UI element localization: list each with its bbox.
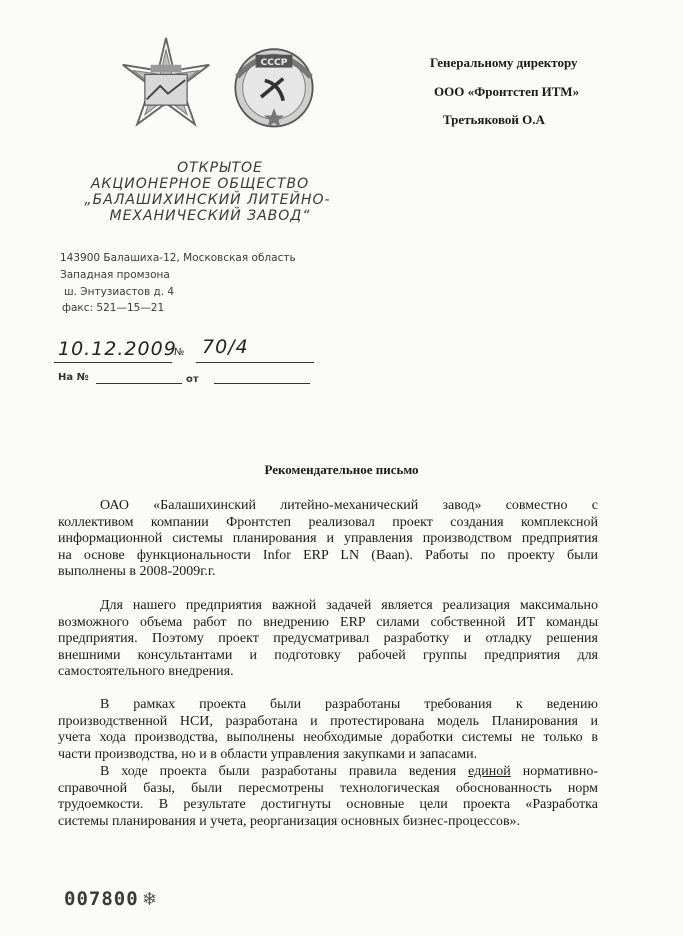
paragraph-line: Для нашего предприятия важной задачей является реализация максимально [100,598,598,613]
company-name-line-3: „БАЛАШИХИНСКИЙ ЛИТЕЙНО- [84,192,331,208]
addressee-line-2: ООО «Фронтстеп ИТМ» [434,84,580,99]
paragraph-4 [58,764,598,830]
paragraph-line: самостоятельного внедрения. [58,664,234,679]
company-address-line-2: Западная промзона [60,269,170,281]
in-reply-to-label: На № [58,372,89,383]
company-address-line-3: ш. Энтузиастов д. 4 [64,286,175,298]
in-reply-date-rule [214,383,310,384]
in-reply-date-label: от [186,374,199,385]
paragraph-line: учета хода производства, выполнены необходимые доработки системы не только в [58,730,598,745]
paragraph-line: возможного объема работ по внедрению ERP силами собственной ИТ команды [58,614,598,630]
paragraph-line: на основе функциональности Infor ERP LN (Baan). Работы по проекту были [58,547,598,563]
underlined-word: единой [468,764,511,779]
reference-number-label: № [174,347,185,358]
order-star-emblem [118,36,214,132]
paragraph-line: части производства, но и в области управления закупками и запасами. [58,746,478,762]
paragraph-line: информационной системы планирования и управления производством предприятия [58,531,598,546]
company-name-line-4: МЕХАНИЧЕСКИЙ ЗАВОД“ [109,208,311,224]
paragraph-line: ОАО «Балашихинский литейно-механический завод» совместно с [100,498,598,513]
paragraph-line: производственной НСИ, разработана и протестирована модель Планирования и [58,713,598,729]
addressee-line-1: Генеральному директору [430,55,578,70]
paragraph-line: системы планирования и учета, реорганизация основных бизнес-процессов». [58,813,521,829]
paragraph-line: трудоемкости. В результате достигнуты основные цели проекта «Разработка [58,797,598,812]
reference-number-rule [196,362,314,363]
svg-text:CCCP: CCCP [260,56,288,68]
addressee-line-3: Третьяковой О.А [443,112,545,127]
paragraph-line: внешними консультантами и подготовку рабочей группы предприятия для [58,647,598,663]
paragraph-line: В рамках проекта были разработаны требования к ведению [100,697,598,712]
paragraph-line: предприятия. Поэтому проект предусматривал разработку и отладку решения [58,631,598,646]
paragraph-line: справочной базы, были пересмотрены технологическая обоснованность норм [58,780,598,796]
reference-number: 70/4 [202,336,249,358]
company-name-line-1: ОТКРЫТОЕ [177,160,263,176]
paragraph-2 [58,598,598,681]
paragraph-text: В ходе проекта были разработаны правила ведения [100,764,469,779]
in-reply-to-rule [96,383,182,384]
paragraph-text: нормативно- [510,764,598,779]
paragraph-line [58,764,598,781]
order-cccp-emblem [228,40,320,132]
paragraph-1 [58,498,598,581]
paragraph-line: выполнены в 2008-2009г.г. [58,564,216,579]
serial-number: 007800 [64,888,139,910]
company-address-line-1: 143900 Балашиха-12, Московская область [60,252,296,264]
paragraph-line: коллективом компании Фронтстеп реализовал проект создания комплексной [58,514,598,530]
company-fax: факс: 521—15—21 [62,302,165,314]
snowflake-icon: ❄ [142,889,158,909]
reference-date: 10.12.2009 [58,338,177,360]
letter-title: Рекомендательное письмо [264,462,419,477]
company-name-line-2: АКЦИОНЕРНОЕ ОБЩЕСТВО [90,176,310,192]
reference-date-rule [54,362,172,363]
paragraph-3 [58,697,598,763]
